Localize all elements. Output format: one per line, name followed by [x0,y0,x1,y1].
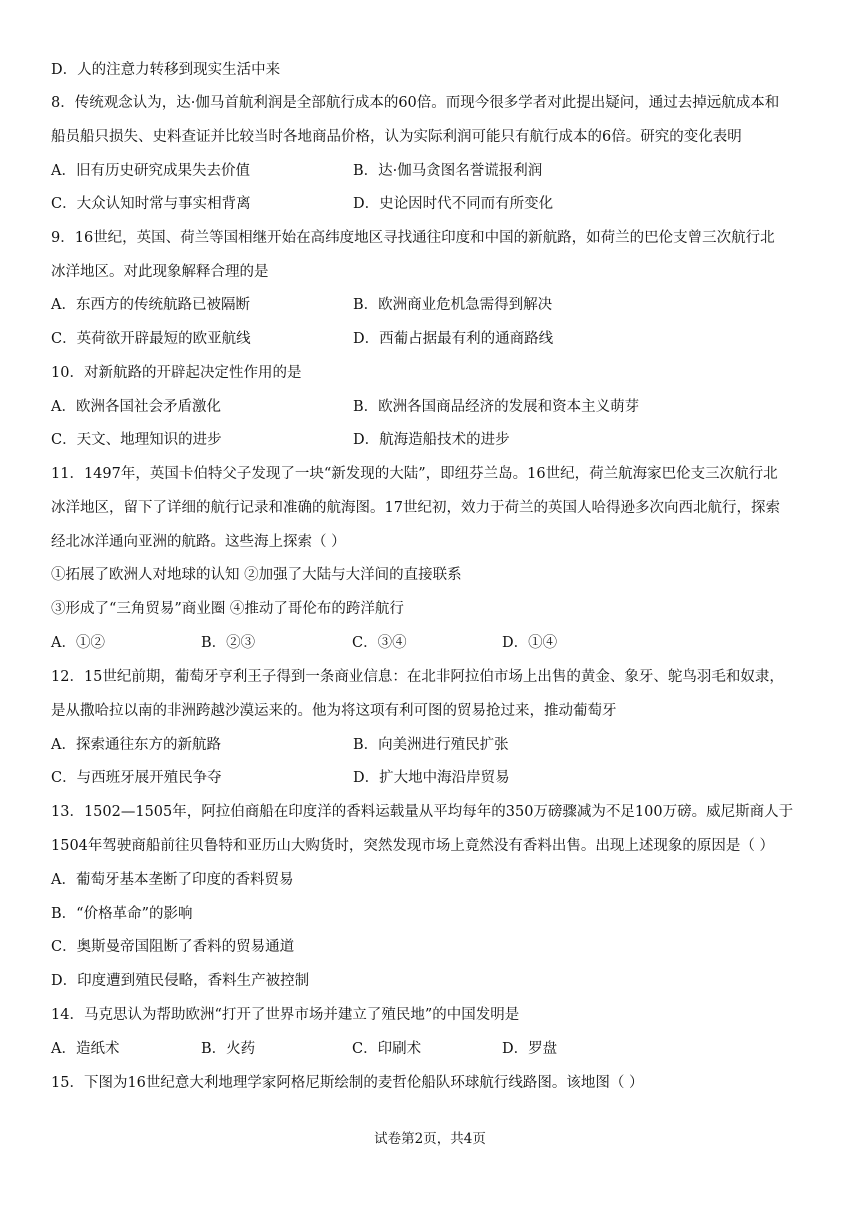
q13-option-b: B．“价格革命”的影响 [51,906,193,922]
q11-stem-line-1: 11．1497年，英国卡伯特父子发现了一块“新发现的大陆”，即纽芬兰岛。16世纪，荷兰航海家巴伦支三次航行北 [51,466,778,482]
q8-stem-line-2: 船员船只损失、史料查证并比较当时各地商品价格，认为实际利润可能只有航行成本的6倍。研究的变化表明 [51,129,742,145]
q10-option-d: D．航海造船技术的进步 [353,432,510,448]
q12-stem-line-2: 是从撒哈拉以南的非洲跨越沙漠运来的。他为将这项有利可图的贸易抢过来，推动葡萄牙 [51,703,617,719]
q11-option-c: C．③④ [352,635,407,651]
q8-stem-line-1: 8．传统观念认为，达·伽马首航利润是全部航行成本的60倍。而现今很多学者对此提出疑问，通过去掉远航成本和 [51,95,780,111]
q15-stem-line-1: 15．下图为16世纪意大利地理学家阿格尼斯绘制的麦哲伦船队环球航行线路图。该地图（ ） [51,1075,644,1091]
q9-stem-line-2: 冰洋地区。对此现象解释合理的是 [51,264,269,280]
q8-option-d: D．史论因时代不同而有所变化 [353,196,554,212]
q14-option-b: B．火药 [201,1041,256,1057]
q12-options-row-1 [51,733,811,757]
q11-statement-line-1: ①拓展了欧洲人对地球的认知 ②加强了大陆与大洋间的直接联系 [51,567,462,583]
q11-stem-line-2: 冰洋地区，留下了详细的航行记录和准确的航海图。17世纪初，效力于荷兰的英国人哈得逊多次向西北航行，探索 [51,500,780,516]
q10-options-row-1 [51,395,811,419]
q9-stem-line-1: 9．16世纪，英国、荷兰等国相继开始在高纬度地区寻找通往印度和中国的新航路，如荷兰的巴伦支曾三次航行北 [51,230,775,246]
q8-options-row-1 [51,159,811,183]
q14-options-row [51,1037,811,1061]
q14-stem-line-1: 14．马克思认为帮助欧洲“打开了世界市场并建立了殖民地”的中国发明是 [51,1007,520,1023]
q9-options-row-1 [51,293,811,317]
q7-option-d: D．人的注意力转移到现实生活中来 [51,62,281,78]
q14-option-d: D．罗盘 [502,1041,558,1057]
page-footer: 试卷第2页，共4页 [374,1131,486,1147]
q14-option-c: C．印刷术 [352,1041,422,1057]
q13-stem-line-1: 13．1502—1505年，阿拉伯商船在印度洋的香料运载量从平均每年的350万磅骤减为不足100万磅。威尼斯商人于 [51,804,794,820]
q9-option-d: D．西葡占据最有利的通商路线 [353,331,554,347]
q9-options-row-2 [51,327,811,351]
q10-options-row-2 [51,428,811,452]
q11-option-a: A．①② [51,635,105,651]
q9-option-c: C．英荷欲开辟最短的欧亚航线 [51,331,251,347]
q12-stem-line-1: 12．15世纪前期，葡萄牙亨利王子得到一条商业信息：在北非阿拉伯市场上出售的黄金、象牙、鸵鸟羽毛和奴隶， [51,669,784,685]
q11-stem-line-3: 经北冰洋通向亚洲的航路。这些海上探索（ ） [51,534,346,550]
q8-option-b: B．达·伽马贪图名誉谎报利润 [353,163,543,179]
q13-stem-line-2: 1504年驾驶商船前往贝鲁特和亚历山大购货时，突然发现市场上竟然没有香料出售。出现上述现象的原因是（ ） [51,838,775,854]
q10-option-c: C．天文、地理知识的进步 [51,432,222,448]
q12-options-row-2 [51,766,811,790]
q13-option-c: C．奥斯曼帝国阻断了香料的贸易通道 [51,939,295,955]
q8-option-c: C．大众认知时常与事实相背离 [51,196,251,212]
q11-statement-line-2: ③形成了“三角贸易”商业圈 ④推动了哥伦布的跨洋航行 [51,601,404,617]
q12-option-d: D．扩大地中海沿岸贸易 [353,770,510,786]
q10-option-b: B．欧洲各国商品经济的发展和资本主义萌芽 [353,399,640,415]
q9-option-a: A．东西方的传统航路已被隔断 [51,297,250,313]
q13-option-d: D．印度遭到殖民侵略，香料生产被控制 [51,973,310,989]
q8-options-row-2 [51,192,811,216]
q9-option-b: B．欧洲商业危机急需得到解决 [353,297,553,313]
q12-option-a: A．探索通往东方的新航路 [51,737,221,753]
q11-option-b: B．②③ [201,635,256,651]
q10-option-a: A．欧洲各国社会矛盾激化 [51,399,221,415]
q12-option-b: B．向美洲进行殖民扩张 [353,737,509,753]
q13-option-a: A．葡萄牙基本垄断了印度的香料贸易 [51,872,294,888]
q11-option-d: D．①④ [502,635,558,651]
q11-options-row [51,631,811,655]
q12-option-c: C．与西班牙展开殖民争夺 [51,770,222,786]
q10-stem-line-1: 10．对新航路的开辟起决定性作用的是 [51,365,302,381]
q14-option-a: A．造纸术 [51,1041,120,1057]
q8-option-a: A．旧有历史研究成果失去价值 [51,163,250,179]
